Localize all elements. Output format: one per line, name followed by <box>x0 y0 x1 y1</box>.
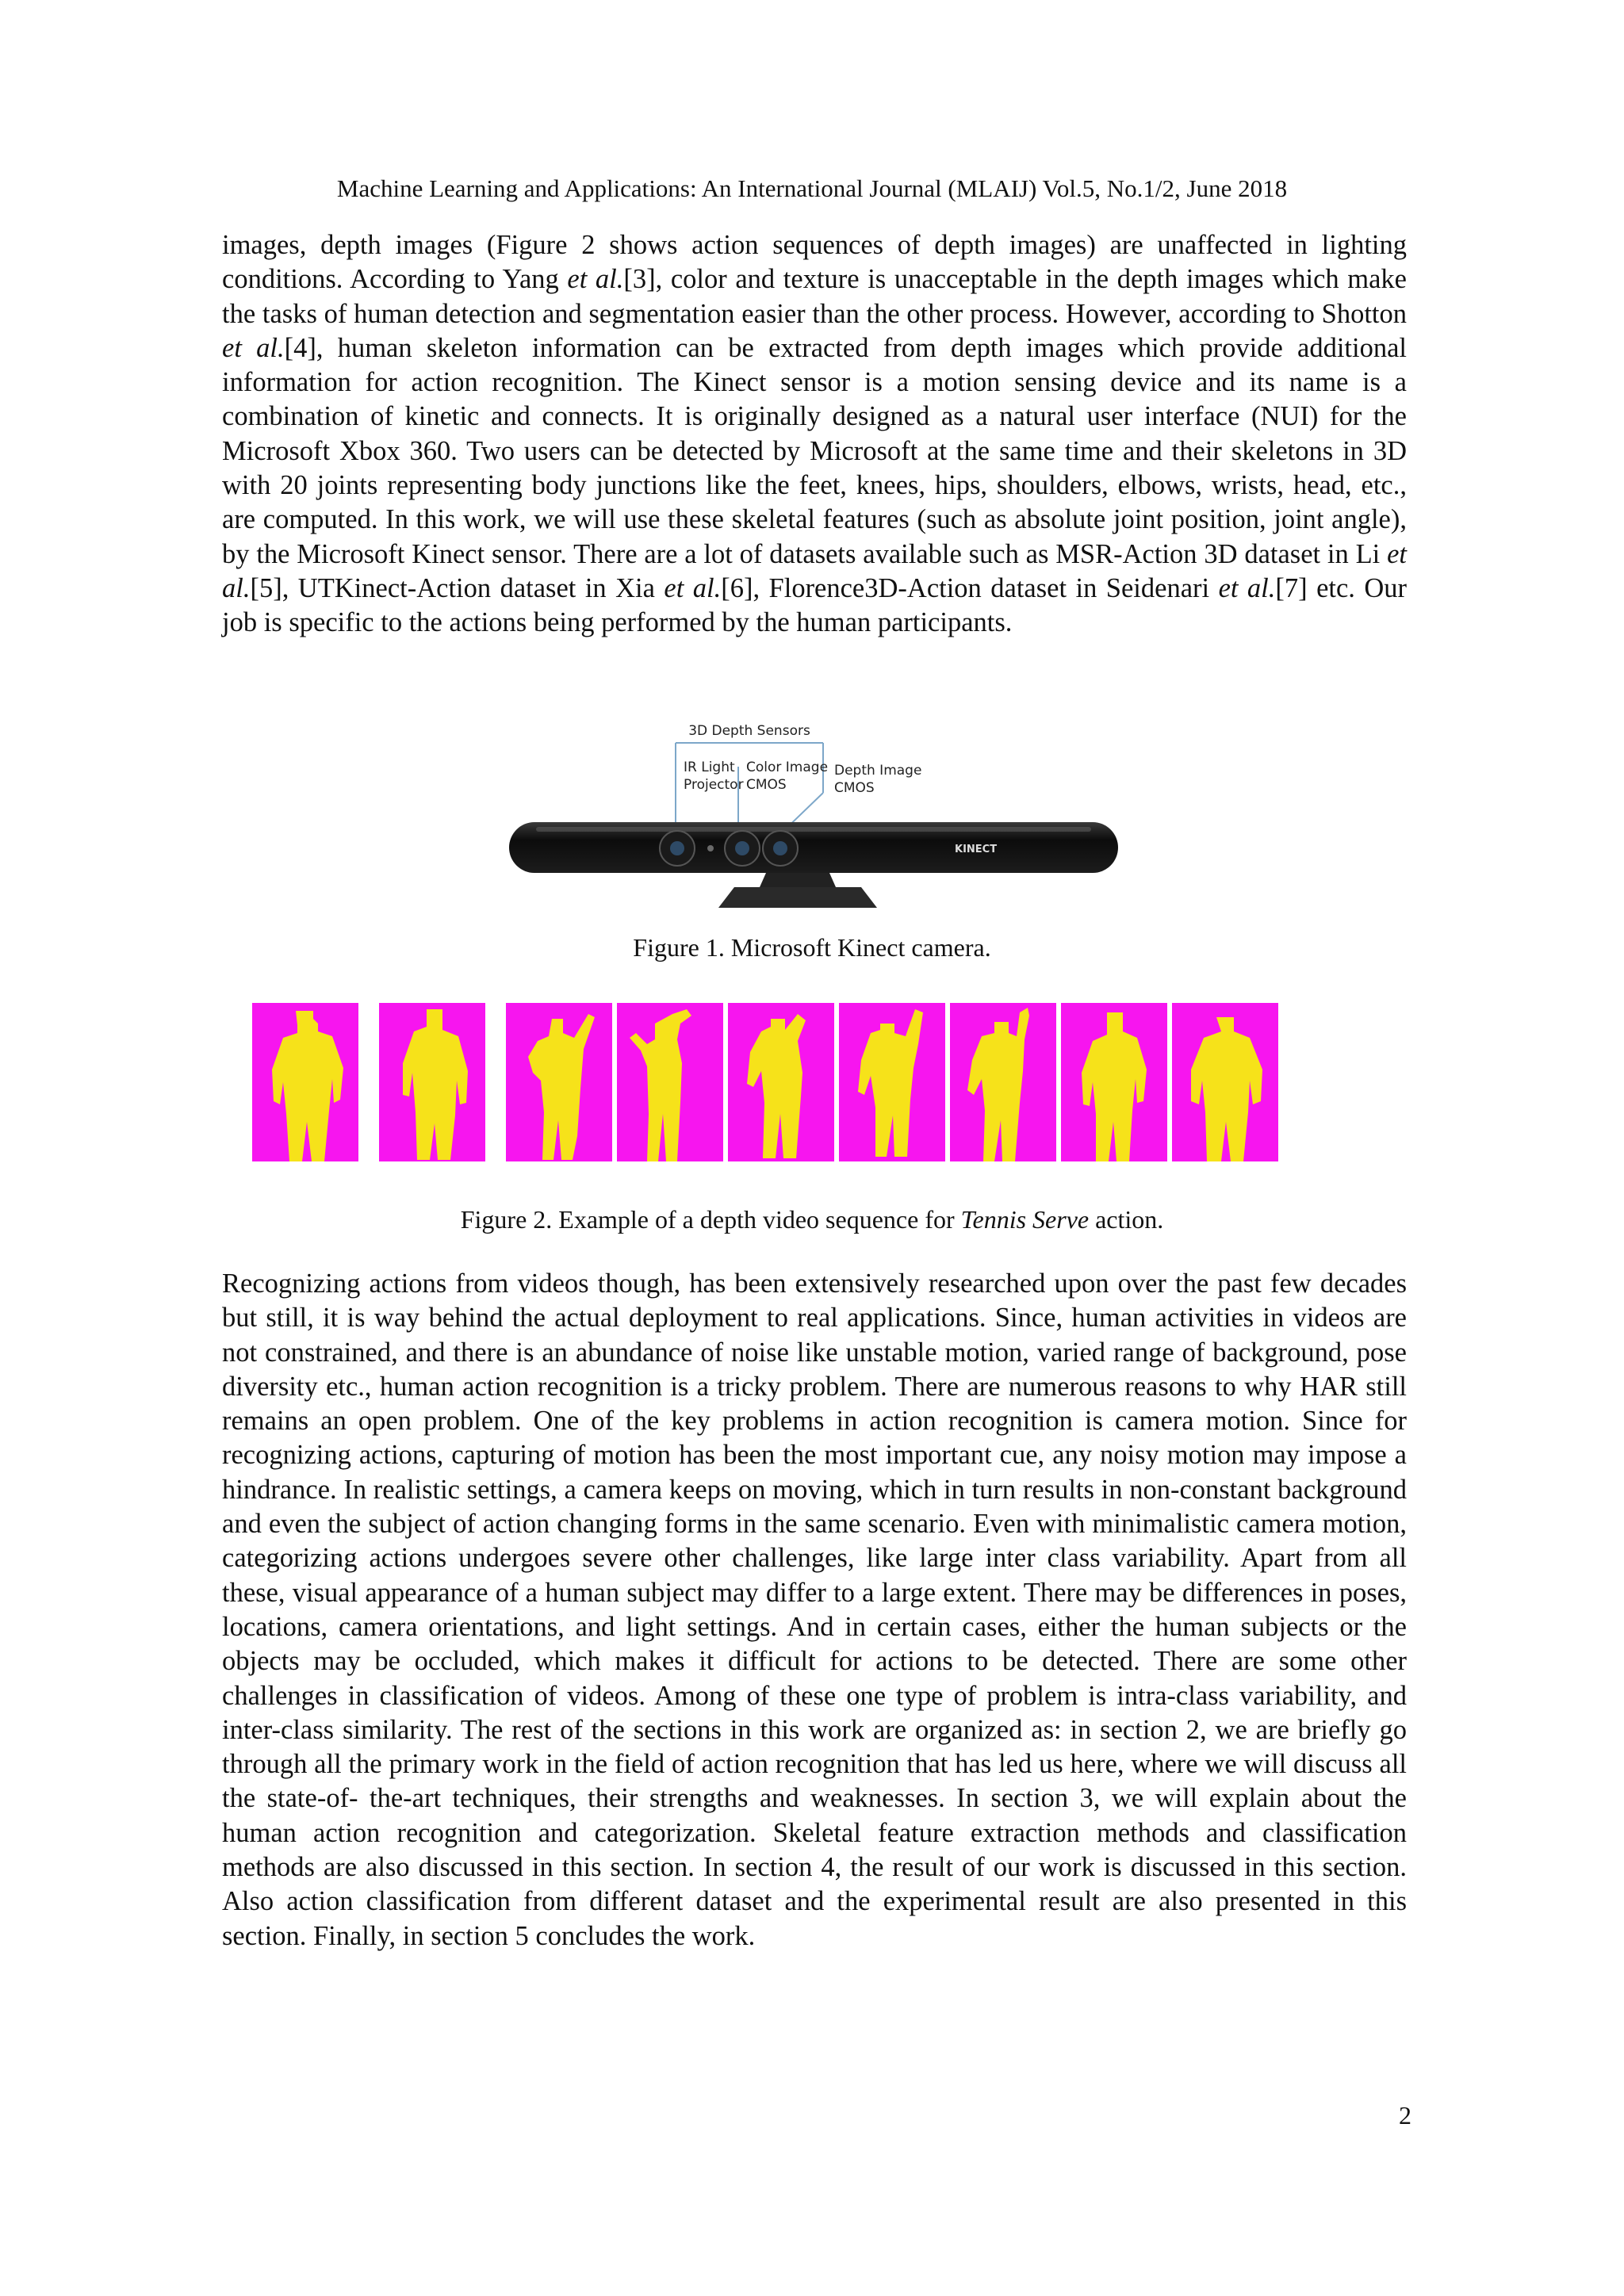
text-em: et al. <box>222 332 285 363</box>
depth-sequence-strip <box>252 1003 1378 1161</box>
text-run: [4], human skeleton information can be extracted from depth images which provide additional information for action recognition. The Kinect sensor is a motion sensing device and its name is a combination of kinetic and connects. It is originally designed as a natural user interface (NUI) for the Microsoft Xbox 360. Two users can be detected by Microsoft at the same time and their skeletons in 3D with 20 joints representing body junctions like the feet, knees, hips, shoulders, elbows, wrists, head, etc., are computed. In this work, we will use these skeletal features (such as absolute joint position, joint angle), by the Microsoft Kinect sensor. There are a lot of datasets available such as MSR-Action 3D dataset in Li <box>222 332 1408 569</box>
caption-text: Figure 2. Example of a depth video sequence for <box>460 1205 961 1234</box>
running-header: Machine Learning and Applications: An International Journal (MLAIJ) Vol.5, No.1/2, June 2018 <box>336 174 1288 202</box>
kinect-figure <box>504 718 1123 912</box>
text-em: et al. <box>222 538 1407 603</box>
text-run: [3], color and texture is unacceptable in the depth images which make the tasks of human detection and segmentation easier than the other process. However, according to Shotton <box>222 264 1407 329</box>
text-run: [7] etc. Our job is specific to the actions being performed by the human participants. <box>222 572 1408 638</box>
depth-frame-7 <box>950 1003 1056 1161</box>
label-ir: IR Light Projector <box>684 760 744 793</box>
paragraph-intro <box>222 228 1407 641</box>
figure2-caption <box>0 1203 1624 1235</box>
label-depth: Depth Image CMOS <box>834 763 922 796</box>
depth-frame-8 <box>1061 1003 1167 1161</box>
depth-frame-5 <box>728 1003 834 1161</box>
text-em: et al. <box>1218 572 1276 603</box>
caption-em: Tennis Serve <box>960 1205 1090 1234</box>
paragraph-body: Recognizing actions from videos though, has been extensively researched upon over the past few decades but still, it is way behind the actual deployment to real applications. Since, human activities in videos are not constrained, and there is an abundance of noise like unstable motion, varied range of background, pose diversity etc., human action recognition is a tricky problem. There are numerous reasons to why HAR still remains an open problem. One of the key problems in action recognition is camera motion. Since for recognizing actions, capturing of motion has been the most important cue, any noisy motion may impose a hindrance. In realistic settings, a camera keeps on moving, which in turn results in non-constant background and even the subject of action changing forms in the same scenario. Even with minimalistic camera motion, categorizing actions undergoes severe other challenges, like large inter class variability. Apart from all these, visual appearance of a human subject may differ to a large extent. There may be differences in poses, locations, camera orientations, and light settings. And in certain cases, either the human subjects or the objects may be occluded, which makes it difficult for actions to be detected. There are some other challenges in classification of videos. Among of these one type of problem is intra-class variability, and inter-class similarity. The rest of the sections in this work are organized as: in section 2, we are briefly go through all the primary work in the field of action recognition that has led us here, where we will discuss all the state-of- the-art techniques, their strengths and weaknesses. In section 3, we will explain about the human action recognition and categorization. Skeletal feature extraction methods and classification methods are also discussed in this section. In section 4, the result of our work is discussed in this section. Also action classification from different dataset and the experimental result are also presented in this section. Finally, in section 5 concludes the work. <box>222 1269 1407 1951</box>
label-color: Color Image CMOS <box>746 760 829 793</box>
page-number: 2 <box>1399 2101 1411 2130</box>
text-run: images, depth images (Figure 2 shows action sequences of depth images) are unaffected in lighting conditions. According to Yang <box>222 230 1407 295</box>
text-run: [6], Florence3D-Action dataset in Seidenari <box>721 572 1219 603</box>
depth-frame-4 <box>617 1003 723 1161</box>
figure1-caption: Figure 1. Microsoft Kinect camera. <box>633 933 991 962</box>
text-run: [5], UTKinect-Action dataset in Xia <box>250 572 665 603</box>
depth-frame-3 <box>506 1003 612 1161</box>
kinect-stand <box>718 887 877 908</box>
depth-frame-6 <box>839 1003 945 1161</box>
text-em: et al. <box>664 572 722 603</box>
text-em: et al. <box>567 264 624 295</box>
depth-frame-1 <box>252 1003 358 1161</box>
caption-text: action. <box>1089 1205 1164 1234</box>
bracket-label: 3D Depth Sensors <box>688 723 810 739</box>
depth-frame-2 <box>379 1003 485 1161</box>
depth-frame-9 <box>1172 1003 1278 1161</box>
kinect-logo: KINECT <box>955 844 998 855</box>
